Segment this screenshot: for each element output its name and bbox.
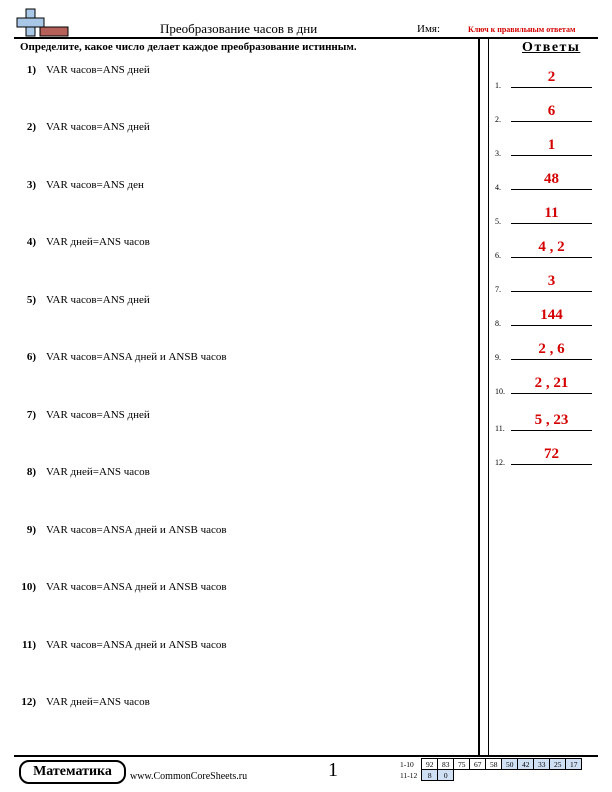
answer-line [511,359,592,360]
problem-number: 7) [26,409,36,421]
problem-item [14,466,150,478]
answer-row [495,338,597,362]
answer-value: 11 [544,205,559,221]
score-cell: 50 [502,759,518,770]
score-cell: 92 [422,759,438,770]
problem-number: 11) [21,639,36,651]
problem-item [14,179,144,191]
score-cell: 67 [470,759,486,770]
website-link[interactable]: www.CommonCoreSheets.ru [130,771,248,782]
answer-row [495,236,597,260]
problem-text: VAR часов=ANS дней [46,64,150,76]
answer-key-label: Ключ к правильным ответам [468,25,576,34]
answer-row [495,372,597,396]
problem-number: 2) [26,121,36,133]
answer-row [495,409,597,433]
problem-item [14,696,150,708]
problem-number: 5) [26,294,36,306]
problem-text: VAR часов=ANS дней [46,294,150,306]
worksheet-title: Преобразование часов в дни [160,21,318,36]
problem-text: VAR дней=ANS часов [46,696,150,708]
answer-row [495,168,597,192]
score-cell: 25 [550,759,566,770]
score-cell: 0 [438,770,454,781]
problem-text: VAR часов=ANSA дней и ANSB часов [46,639,227,651]
answer-line [511,464,592,465]
problem-number: 9) [26,524,36,536]
answer-line [511,155,592,156]
problem-text: VAR часов=ANSA дней и ANSB часов [46,581,227,593]
problem-item [14,121,150,133]
brand-badge: Математика [19,760,126,784]
answer-line [511,189,592,190]
answer-line [511,325,592,326]
column-divider [478,37,480,755]
answer-value: 48 [544,171,559,187]
answer-row [495,443,597,467]
answer-line [511,291,592,292]
problem-number: 1) [26,64,36,76]
problem-text: VAR часов=ANS дней [46,121,150,133]
score-row [398,770,582,781]
answer-number: 11. [495,424,505,433]
score-row-label: 11-12 [400,770,418,780]
answer-value: 72 [544,446,559,462]
answer-value: 1 [547,137,556,153]
answer-row [495,100,597,124]
problem-item [14,639,227,651]
answer-line [511,121,592,122]
answer-value: 2 , 6 [538,341,565,357]
answer-value: 6 [547,103,556,119]
answer-value: 5 , 23 [534,412,569,428]
answer-number: 12. [495,458,505,467]
problem-text: VAR часов=ANSA дней и ANSB часов [46,524,227,536]
answer-number: 10. [495,387,505,396]
score-row-label: 1-10 [400,759,414,769]
problem-item [14,294,150,306]
answer-value: 144 [540,307,563,323]
name-label: Имя: [417,23,441,35]
header-divider [14,37,598,39]
problem-number: 10) [21,581,36,593]
problem-text: VAR часов=ANS дней [46,409,150,421]
problem-number: 12) [21,696,36,708]
problem-text: VAR часов=ANSA дней и ANSB часов [46,351,227,363]
problem-item [14,409,150,421]
score-cell: 83 [438,759,454,770]
score-cell: 8 [422,770,438,781]
answer-number: 3. [495,149,501,158]
answer-line [511,257,592,258]
answer-number: 1. [495,81,501,90]
answer-number: 5. [495,217,501,226]
answer-line [511,430,592,431]
answer-row [495,202,597,226]
problem-item [14,64,150,76]
math-logo-icon [14,8,70,38]
problem-item [14,351,227,363]
answer-number: 9. [495,353,501,362]
score-cell: 42 [518,759,534,770]
score-cell: 33 [534,759,550,770]
problem-text: VAR часов=ANS ден [46,179,144,191]
answer-number: 6. [495,251,501,260]
answer-row [495,66,597,90]
page-number: 1 [328,759,338,781]
answer-number: 2. [495,115,501,124]
column-divider-thin [488,37,489,755]
answer-line [511,223,592,224]
problem-number: 4) [26,236,36,248]
answer-value: 2 [547,69,556,85]
answer-number: 4. [495,183,501,192]
answer-number: 8. [495,319,501,328]
answer-line [511,393,592,394]
score-cell: 17 [566,759,582,770]
answer-value: 4 , 2 [538,239,565,255]
problem-item [14,236,150,248]
score-row [398,759,582,770]
problem-number: 6) [26,351,36,363]
problem-text: VAR дней=ANS часов [46,236,150,248]
answer-row [495,270,597,294]
answer-row [495,134,597,158]
problem-text: VAR дней=ANS часов [46,466,150,478]
answer-value: 3 [547,273,556,289]
problem-number: 3) [26,179,36,191]
problem-number: 8) [26,466,36,478]
instructions: Определите, какое число делает каждое преобразование истинным. [20,41,357,53]
footer-divider [14,755,598,757]
score-table [398,758,582,781]
answer-number: 7. [495,285,501,294]
problem-item [14,524,227,536]
answer-line [511,87,592,88]
problem-item [14,581,227,593]
answers-header: Ответы [522,40,581,55]
answer-row [495,304,597,328]
score-cell: 75 [454,759,470,770]
answer-value: 2 , 21 [534,375,569,391]
score-cell: 58 [486,759,502,770]
